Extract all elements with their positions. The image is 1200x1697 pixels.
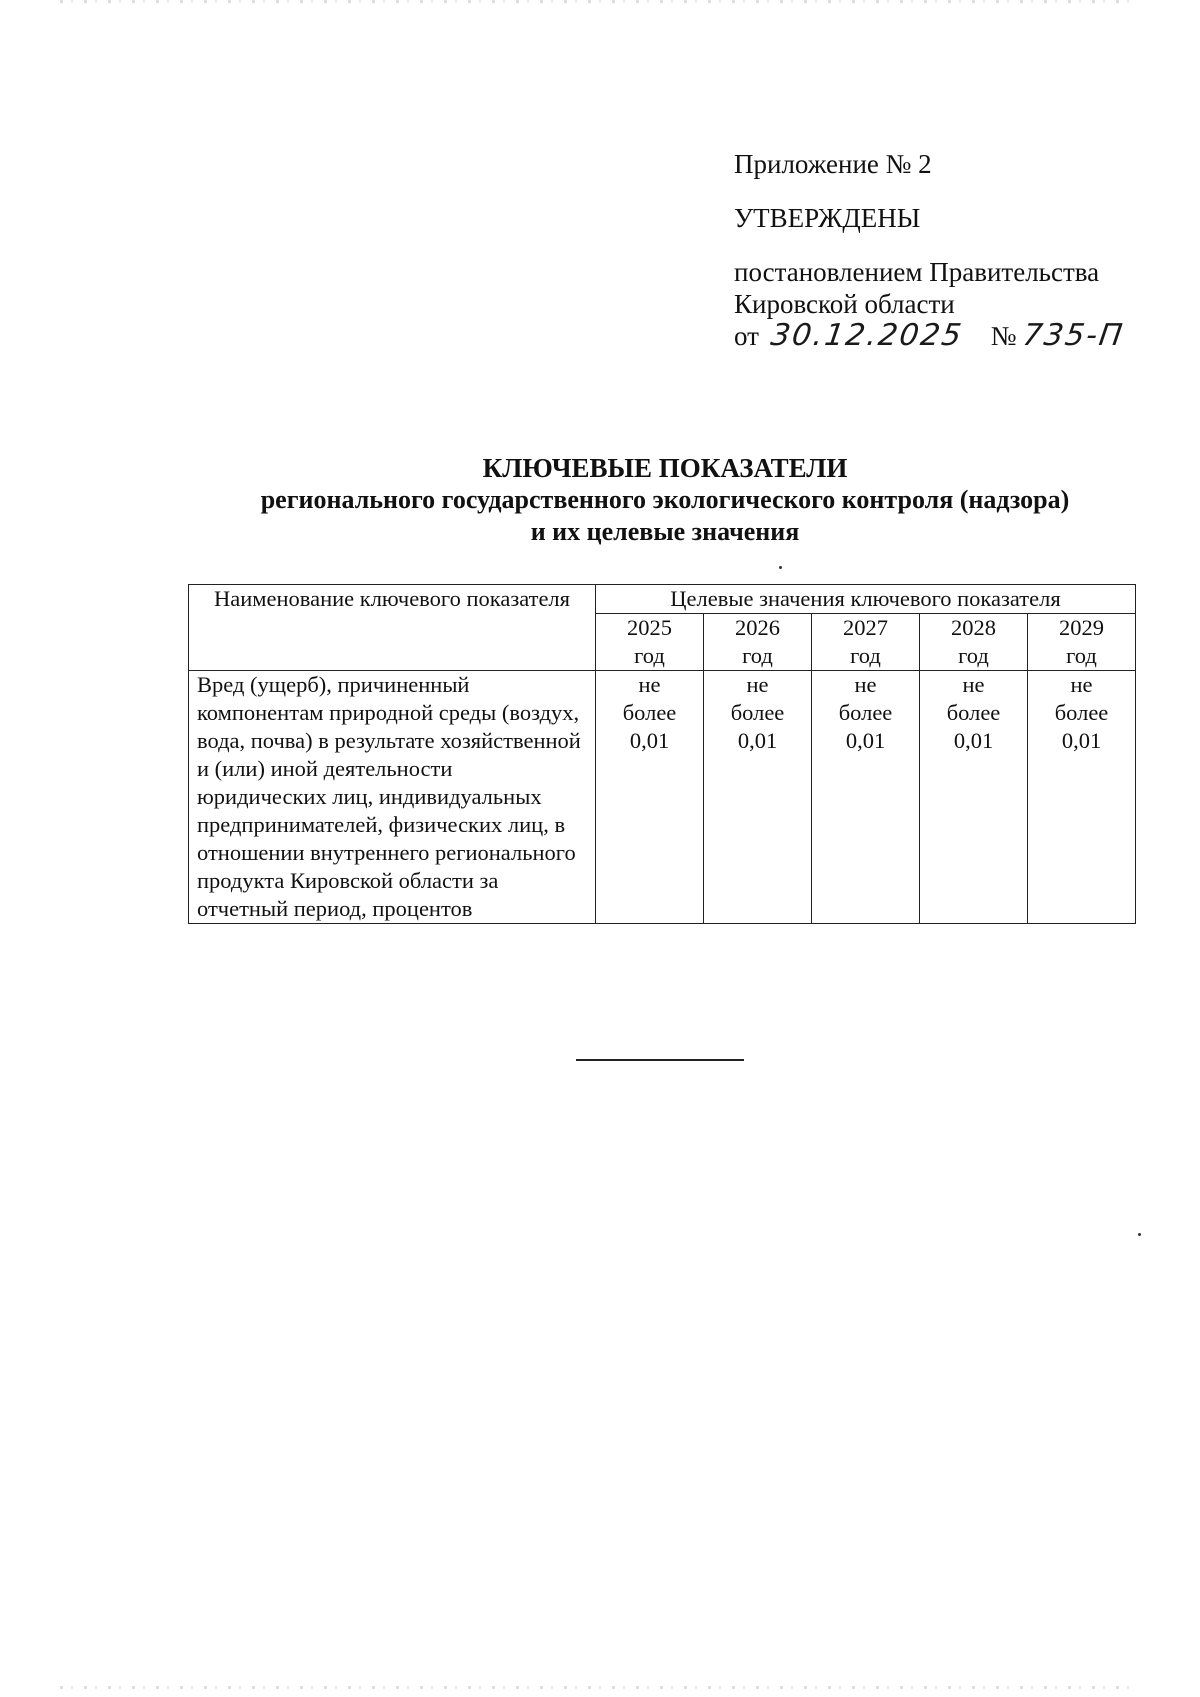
value-qualifier-1: не xyxy=(746,672,769,697)
scan-edge-top xyxy=(60,0,1140,3)
value-qualifier-2: более xyxy=(838,700,893,725)
scan-speck xyxy=(1138,1233,1141,1236)
document-title xyxy=(0,452,1200,548)
target-value: 0,01 xyxy=(953,728,994,753)
date-number-line xyxy=(734,320,1154,352)
handwritten-number: 735-П xyxy=(1020,318,1126,353)
title-line-3: и их целевые значения xyxy=(530,517,800,546)
table-header-row xyxy=(189,585,1136,614)
year-value: 2029 xyxy=(1059,615,1104,640)
value-qualifier-2: более xyxy=(730,700,785,725)
end-of-document-rule xyxy=(576,1059,744,1061)
value-qualifier-1: не xyxy=(854,672,877,697)
year-unit: год xyxy=(634,643,665,668)
year-header-2029 xyxy=(1028,614,1136,671)
from-prefix: от xyxy=(734,321,759,351)
approved-by-line-2: Кировской области xyxy=(734,289,955,319)
scan-speck xyxy=(779,566,782,569)
target-value-cell-2025 xyxy=(596,671,704,924)
year-unit: год xyxy=(1066,643,1097,668)
target-value-cell-2026 xyxy=(704,671,812,924)
target-value: 0,01 xyxy=(629,728,670,753)
scan-edge-bottom xyxy=(60,1686,1140,1689)
value-qualifier-1: не xyxy=(962,672,985,697)
year-unit: год xyxy=(850,643,881,668)
target-value-cell-2027 xyxy=(812,671,920,924)
title-line-1: КЛЮЧЕВЫЕ ПОКАЗАТЕЛИ xyxy=(482,453,848,483)
approved-by-line-1: постановлением Правительства xyxy=(734,257,1100,287)
year-value: 2027 xyxy=(843,615,888,640)
value-qualifier-2: более xyxy=(622,700,677,725)
year-unit: год xyxy=(742,643,773,668)
value-qualifier-2: более xyxy=(1054,700,1109,725)
table-row xyxy=(189,671,1136,924)
approval-block xyxy=(734,148,1154,352)
indicator-name-header: Наименование ключевого показателя xyxy=(189,585,596,671)
target-value: 0,01 xyxy=(1061,728,1102,753)
number-prefix: № xyxy=(990,321,1017,351)
appendix-label: Приложение № 2 xyxy=(734,149,932,179)
value-qualifier-1: не xyxy=(638,672,661,697)
target-value: 0,01 xyxy=(737,728,778,753)
indicator-name-cell: Вред (ущерб), причиненный компонентам природной среды (воздух, вода, почва) в результате хозяйственной и (или) иной деятельности юридических лиц, индивидуальных предпринимателей, физических лиц, в отношении внутреннего регионального продукта Кировской области за отчетный период, процентов xyxy=(189,671,596,924)
value-qualifier-1: не xyxy=(1070,672,1093,697)
year-header-2025 xyxy=(596,614,704,671)
key-indicators-table xyxy=(188,584,1136,924)
year-header-2027 xyxy=(812,614,920,671)
target-value-cell-2028 xyxy=(920,671,1028,924)
target-values-header: Целевые значения ключевого показателя xyxy=(596,585,1136,614)
title-line-2: регионального государственного экологического контроля (надзора) xyxy=(260,485,1070,514)
approved-label: УТВЕРЖДЕНЫ xyxy=(734,203,921,233)
year-value: 2025 xyxy=(627,615,672,640)
year-header-2026 xyxy=(704,614,812,671)
handwritten-date: 30.12.2025 xyxy=(768,318,966,353)
year-value: 2026 xyxy=(735,615,780,640)
target-value-cell-2029 xyxy=(1028,671,1136,924)
target-value: 0,01 xyxy=(845,728,886,753)
year-header-2028 xyxy=(920,614,1028,671)
year-unit: год xyxy=(958,643,989,668)
year-value: 2028 xyxy=(951,615,996,640)
value-qualifier-2: более xyxy=(946,700,1001,725)
